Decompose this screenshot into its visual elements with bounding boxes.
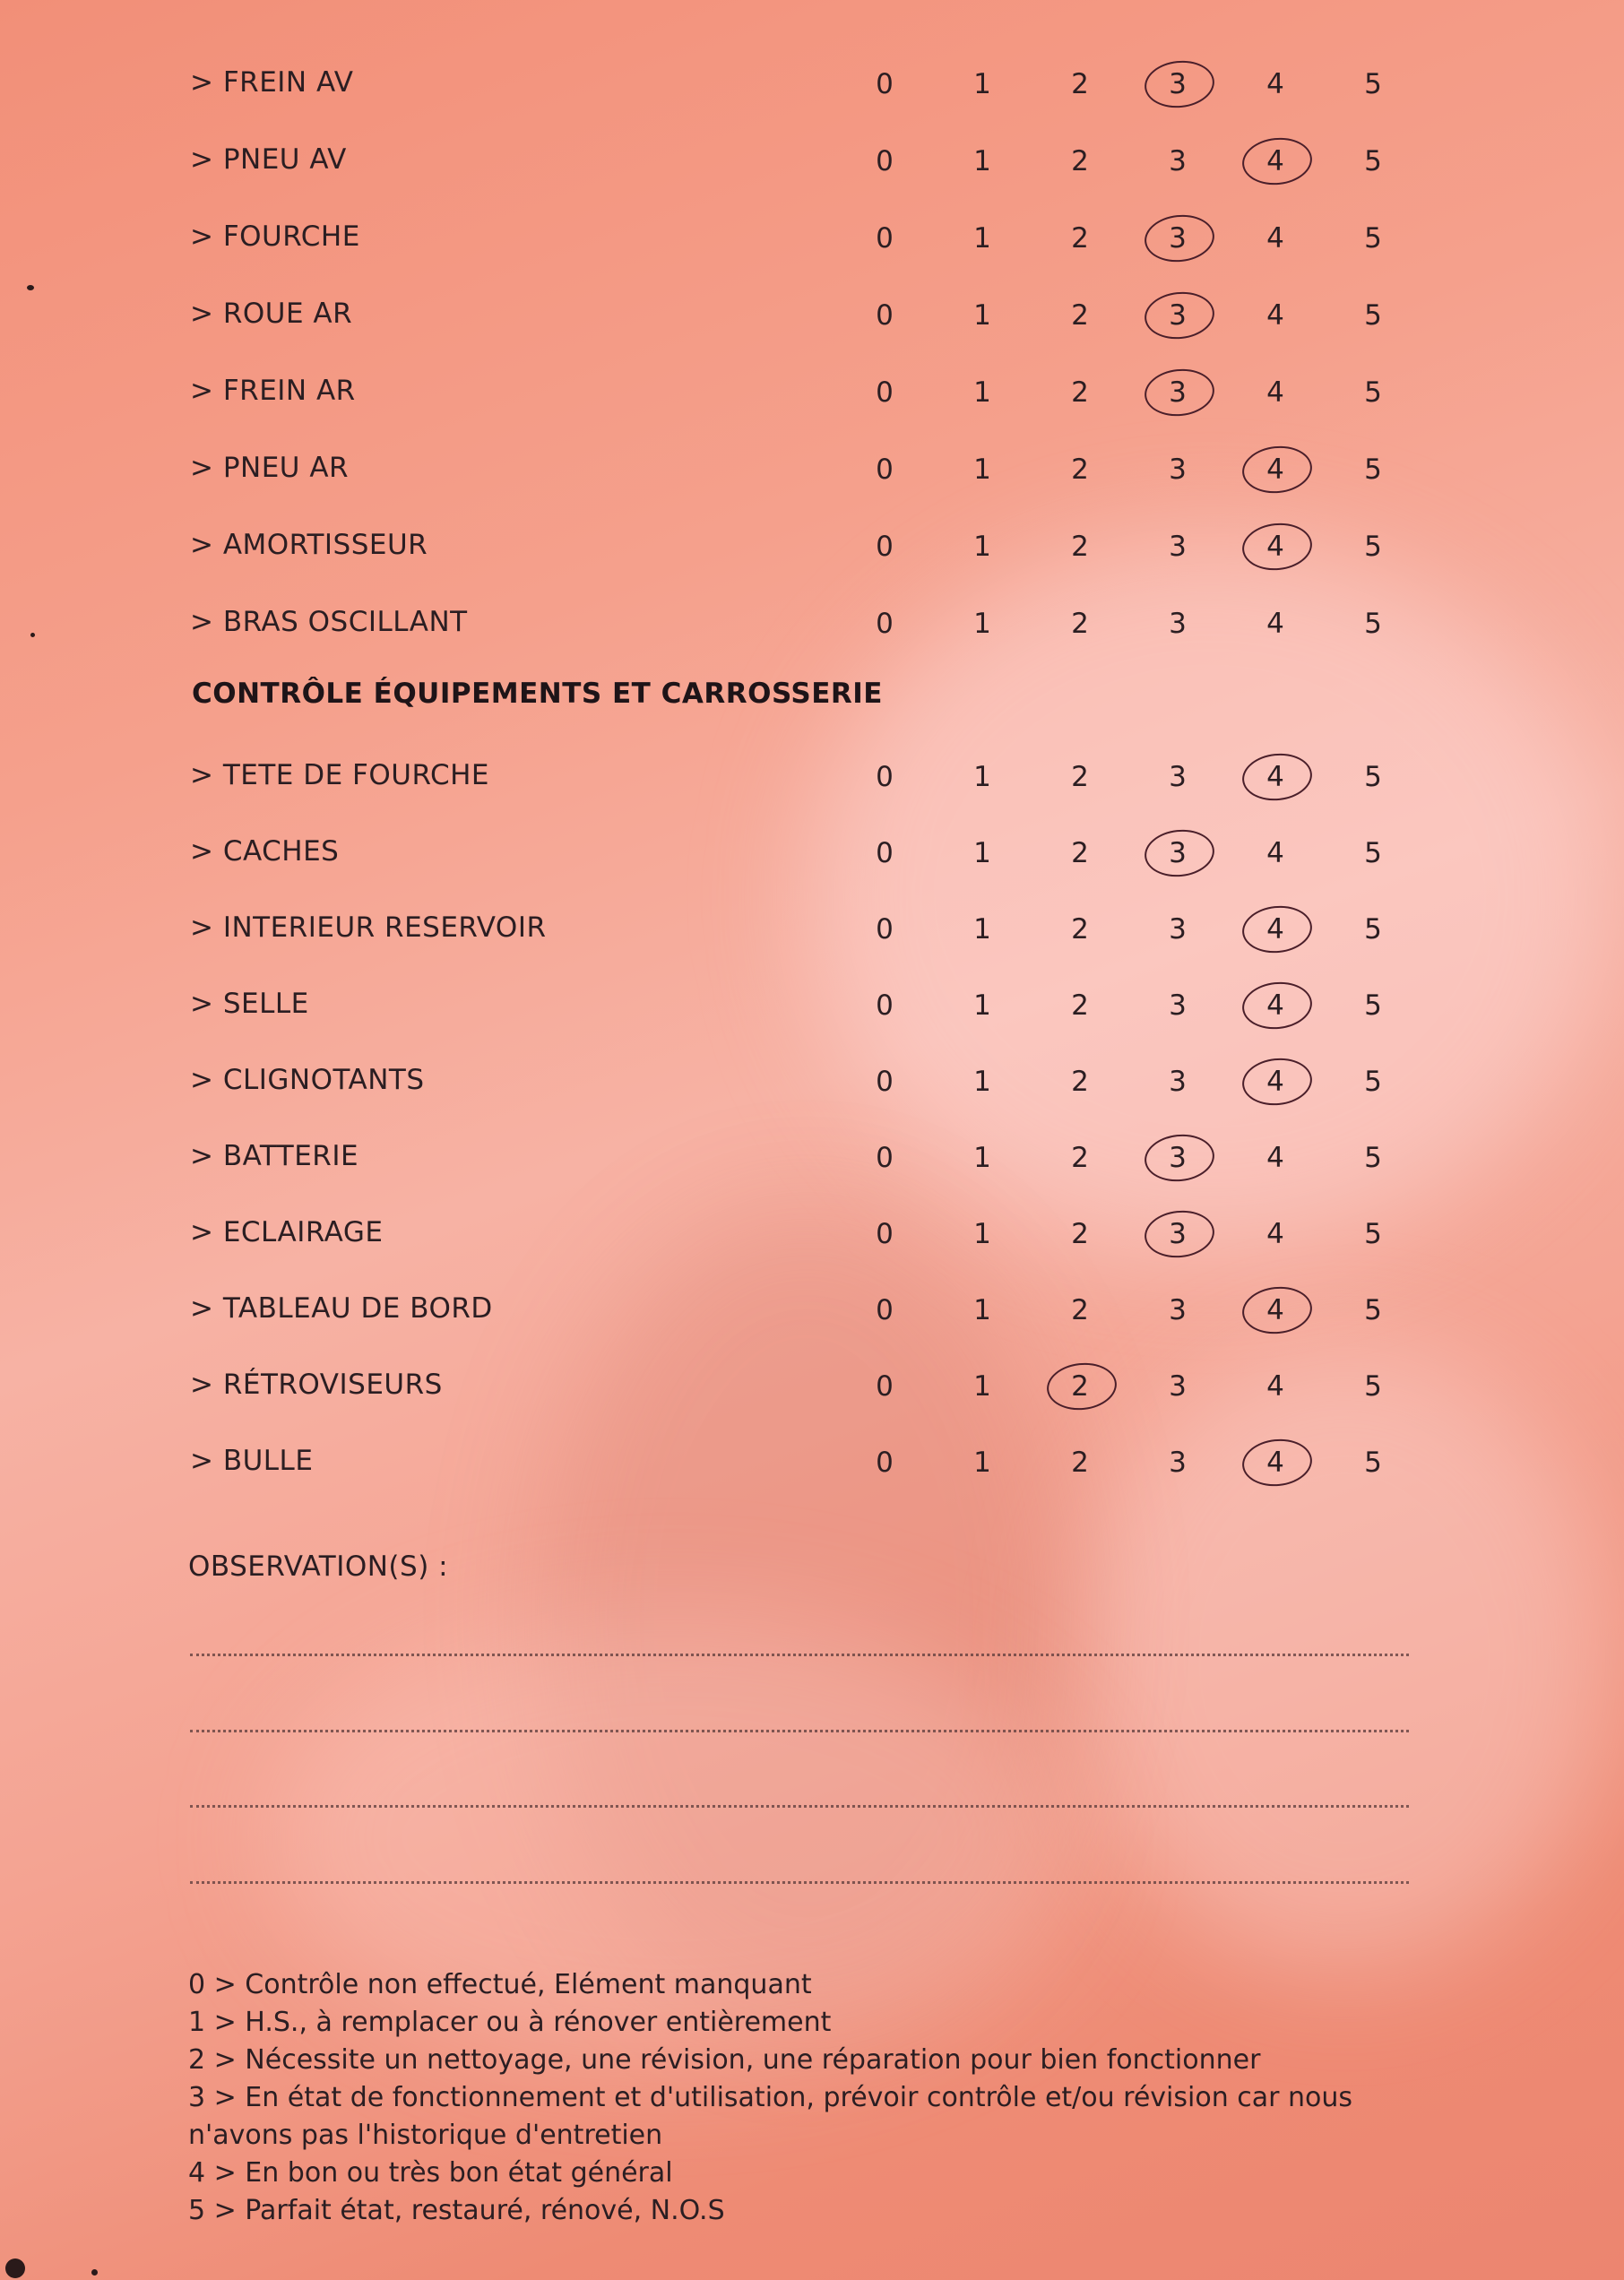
checklist-row (190, 1131, 1463, 1185)
rating-option[interactable]: 3 (1169, 989, 1187, 1022)
rating-option-selected[interactable]: 4 (1244, 145, 1307, 177)
legend-line: 2 > Nécessite un nettoyage, une révision, une réparation pour bien fonctionner (188, 2044, 1261, 2076)
rating-option-selected[interactable]: 4 (1244, 1294, 1307, 1326)
legend-line: n'avons pas l'historique d'entretien (188, 2120, 663, 2151)
rating-option[interactable]: 5 (1364, 1370, 1382, 1403)
rating-option[interactable]: 1 (973, 1447, 991, 1479)
rating-option[interactable]: 4 (1266, 1370, 1284, 1403)
observation-line[interactable] (190, 1654, 1409, 1656)
rating-legend (188, 1966, 1443, 2230)
observation-line[interactable] (190, 1730, 1409, 1732)
rating-option[interactable]: 2 (1071, 1066, 1089, 1098)
rating-option[interactable]: 0 (876, 68, 894, 100)
rating-option[interactable]: 1 (973, 989, 991, 1022)
rating-option[interactable]: 2 (1071, 68, 1089, 100)
checklist-row (190, 1207, 1463, 1261)
rating-option[interactable]: 2 (1071, 531, 1089, 563)
rating-option[interactable]: 1 (973, 299, 991, 332)
rating-option[interactable]: 1 (973, 1066, 991, 1098)
rating-option-selected[interactable]: 3 (1146, 837, 1209, 869)
item-label: > TETE DE FOURCHE (190, 759, 489, 791)
rating-option-selected[interactable]: 4 (1244, 1447, 1307, 1479)
rating-option[interactable]: 2 (1071, 1447, 1089, 1479)
checklist-row (190, 134, 1463, 188)
section-heading-equipment: CONTRÔLE ÉQUIPEMENTS ET CARROSSERIE (192, 678, 883, 710)
rating-option[interactable]: 1 (973, 376, 991, 409)
observation-line[interactable] (190, 1881, 1409, 1884)
rating-option[interactable]: 3 (1169, 1294, 1187, 1326)
item-label: > BULLE (190, 1445, 314, 1477)
rating-option[interactable]: 2 (1071, 453, 1089, 486)
rating-option-selected[interactable]: 3 (1146, 376, 1209, 409)
rating-option[interactable]: 0 (876, 222, 894, 255)
rating-option[interactable]: 2 (1071, 1294, 1089, 1326)
rating-option[interactable]: 2 (1071, 1218, 1089, 1250)
item-label: > PNEU AR (190, 452, 350, 484)
legend-line: 1 > H.S., à remplacer ou à rénover entièrement (188, 2007, 832, 2038)
rating-option[interactable]: 0 (876, 1447, 894, 1479)
item-label: > PNEU AV (190, 143, 347, 176)
rating-option[interactable]: 4 (1266, 376, 1284, 409)
rating-option[interactable]: 2 (1071, 1142, 1089, 1174)
item-label: > FREIN AR (190, 375, 356, 407)
rating-option[interactable]: 5 (1364, 453, 1382, 486)
rating-option[interactable]: 2 (1071, 837, 1089, 869)
rating-option[interactable]: 2 (1071, 608, 1089, 640)
rating-option[interactable]: 0 (876, 1294, 894, 1326)
item-label: > CLIGNOTANTS (190, 1064, 425, 1096)
checklist-row (190, 1283, 1463, 1337)
rating-option[interactable]: 1 (973, 1294, 991, 1326)
rating-option[interactable]: 5 (1364, 376, 1382, 409)
paper-speck (91, 2269, 98, 2276)
rating-option[interactable]: 5 (1364, 145, 1382, 177)
rating-option[interactable]: 3 (1169, 531, 1187, 563)
rating-option[interactable]: 3 (1169, 145, 1187, 177)
checklist-row (190, 750, 1463, 804)
rating-option[interactable]: 4 (1266, 299, 1284, 332)
checklist-row (190, 212, 1463, 265)
rating-option[interactable]: 5 (1364, 608, 1382, 640)
item-label: > INTERIEUR RESERVOIR (190, 911, 547, 944)
rating-option-selected[interactable]: 4 (1244, 913, 1307, 946)
rating-option[interactable]: 1 (973, 453, 991, 486)
rating-option[interactable]: 0 (876, 453, 894, 486)
item-label: > SELLE (190, 988, 309, 1020)
rating-option[interactable]: 1 (973, 837, 991, 869)
rating-option[interactable]: 1 (973, 1142, 991, 1174)
rating-option[interactable]: 5 (1364, 761, 1382, 793)
item-label: > AMORTISSEUR (190, 529, 428, 561)
rating-option[interactable]: 1 (973, 68, 991, 100)
rating-option[interactable]: 5 (1364, 1447, 1382, 1479)
checklist-row (190, 366, 1463, 419)
item-label: > CACHES (190, 835, 340, 868)
rating-option[interactable]: 0 (876, 761, 894, 793)
rating-option[interactable]: 5 (1364, 837, 1382, 869)
rating-option-selected[interactable]: 3 (1146, 68, 1209, 100)
checklist-row (190, 1055, 1463, 1109)
item-label: > ECLAIRAGE (190, 1216, 384, 1248)
rating-option[interactable]: 5 (1364, 222, 1382, 255)
rating-option[interactable]: 1 (973, 761, 991, 793)
rating-option[interactable]: 2 (1071, 913, 1089, 946)
rating-option[interactable]: 1 (973, 913, 991, 946)
checklist-row (190, 979, 1463, 1032)
rating-option[interactable]: 1 (973, 1370, 991, 1403)
rating-option[interactable]: 3 (1169, 913, 1187, 946)
rating-option[interactable]: 0 (876, 989, 894, 1022)
rating-option[interactable]: 3 (1169, 608, 1187, 640)
checklist-row (190, 1360, 1463, 1413)
checklist-row (190, 1436, 1463, 1490)
item-label: > RÉTROVISEURS (190, 1369, 443, 1401)
rating-option[interactable]: 5 (1364, 1218, 1382, 1250)
rating-option[interactable]: 0 (876, 145, 894, 177)
rating-option[interactable]: 5 (1364, 989, 1382, 1022)
rating-option-selected[interactable]: 4 (1244, 453, 1307, 486)
item-label: > BRAS OSCILLANT (190, 606, 468, 638)
rating-option[interactable]: 5 (1364, 1294, 1382, 1326)
item-label: > BATTERIE (190, 1140, 359, 1172)
observations-title: OBSERVATION(S) : (188, 1550, 449, 1583)
rating-option-selected[interactable]: 3 (1146, 299, 1209, 332)
rating-option[interactable]: 4 (1266, 68, 1284, 100)
paper-speck (27, 285, 34, 290)
rating-option[interactable]: 2 (1071, 222, 1089, 255)
item-label: > FREIN AV (190, 66, 354, 99)
checklist-row (190, 520, 1463, 574)
rating-option[interactable]: 5 (1364, 299, 1382, 332)
legend-line: 4 > En bon ou très bon état général (188, 2157, 673, 2189)
rating-option-selected[interactable]: 3 (1146, 1142, 1209, 1174)
rating-option[interactable]: 5 (1364, 913, 1382, 946)
checklist-row (190, 902, 1463, 956)
item-label: > FOURCHE (190, 220, 360, 253)
rating-option[interactable]: 0 (876, 1370, 894, 1403)
rating-option[interactable]: 2 (1071, 376, 1089, 409)
rating-option[interactable]: 5 (1364, 531, 1382, 563)
checklist-row (190, 289, 1463, 342)
rating-option[interactable]: 3 (1169, 761, 1187, 793)
rating-option-selected[interactable]: 2 (1049, 1370, 1111, 1403)
checklist-row (190, 443, 1463, 497)
rating-option[interactable]: 0 (876, 1142, 894, 1174)
rating-option-selected[interactable]: 4 (1244, 531, 1307, 563)
rating-option[interactable]: 3 (1169, 1370, 1187, 1403)
rating-option[interactable]: 4 (1266, 608, 1284, 640)
legend-line: 5 > Parfait état, restauré, rénové, N.O.S (188, 2195, 725, 2226)
checklist-row (190, 597, 1463, 651)
item-label: > ROUE AR (190, 298, 353, 330)
rating-option[interactable]: 1 (973, 145, 991, 177)
checklist-row (190, 826, 1463, 880)
legend-line: 3 > En état de fonctionnement et d'utilisation, prévoir contrôle et/ou révision car nous (188, 2082, 1353, 2113)
rating-option[interactable]: 2 (1071, 299, 1089, 332)
rating-option[interactable]: 4 (1266, 837, 1284, 869)
rating-option[interactable]: 4 (1266, 1218, 1284, 1250)
rating-option-selected[interactable]: 4 (1244, 989, 1307, 1022)
rating-option[interactable]: 0 (876, 531, 894, 563)
legend-line: 0 > Contrôle non effectué, Elément manquant (188, 1969, 812, 2000)
paper-speck (5, 2258, 25, 2278)
rating-option[interactable]: 5 (1364, 1142, 1382, 1174)
rating-option[interactable]: 0 (876, 299, 894, 332)
rating-option[interactable]: 4 (1266, 222, 1284, 255)
item-label: > TABLEAU DE BORD (190, 1292, 493, 1325)
rating-option[interactable]: 2 (1071, 145, 1089, 177)
rating-option[interactable]: 1 (973, 1218, 991, 1250)
rating-option[interactable]: 2 (1071, 761, 1089, 793)
checklist-row (190, 57, 1463, 111)
rating-option[interactable]: 0 (876, 376, 894, 409)
rating-option-selected[interactable]: 4 (1244, 1066, 1307, 1098)
rating-option[interactable]: 2 (1071, 989, 1089, 1022)
rating-option[interactable]: 4 (1266, 1142, 1284, 1174)
observation-line[interactable] (190, 1805, 1409, 1808)
rating-option[interactable]: 1 (973, 222, 991, 255)
rating-option-selected[interactable]: 4 (1244, 761, 1307, 793)
rating-option[interactable]: 1 (973, 531, 991, 563)
rating-option[interactable]: 0 (876, 1066, 894, 1098)
rating-option[interactable]: 5 (1364, 68, 1382, 100)
rating-option[interactable]: 0 (876, 913, 894, 946)
rating-option[interactable]: 1 (973, 608, 991, 640)
rating-option[interactable]: 3 (1169, 1066, 1187, 1098)
rating-option-selected[interactable]: 3 (1146, 222, 1209, 255)
rating-option[interactable]: 3 (1169, 453, 1187, 486)
rating-option[interactable]: 0 (876, 608, 894, 640)
paper-speck (30, 633, 35, 637)
rating-option[interactable]: 3 (1169, 1447, 1187, 1479)
rating-option[interactable]: 0 (876, 1218, 894, 1250)
rating-option[interactable]: 0 (876, 837, 894, 869)
rating-option-selected[interactable]: 3 (1146, 1218, 1209, 1250)
rating-option[interactable]: 5 (1364, 1066, 1382, 1098)
